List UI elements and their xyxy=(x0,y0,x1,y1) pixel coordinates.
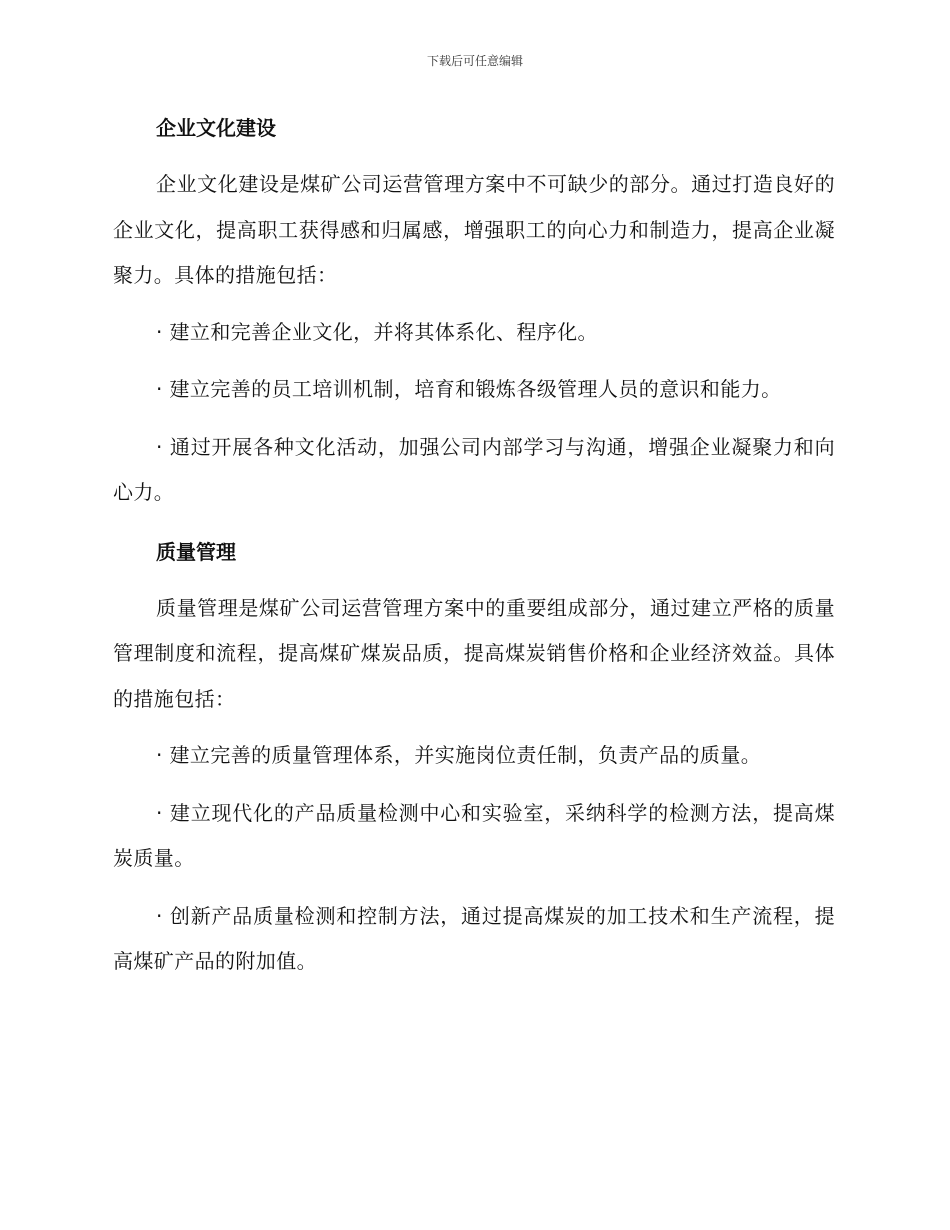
section-heading-quality: 质量管理 xyxy=(156,539,236,564)
section-intro-culture: 企业文化建设是煤矿公司运营管理方案中不可缺少的部分。通过打造良好的企业文化，提高职工获得感和归属感，增强职工的向心力和制造力，提高企业凝聚力。具体的措施包括： xyxy=(113,172,835,287)
bullet-item: · 建立完善的质量管理体系，并实施岗位责任制，负责产品的质量。 xyxy=(156,743,762,767)
bullet-item: · 创新产品质量检测和控制方法，通过提高煤炭的加工技术和生产流程，提高煤矿产品的附加值。 xyxy=(113,903,835,973)
bullet-item: · 建立和完善企业文化，并将其体系化、程序化。 xyxy=(156,319,598,344)
bullet-item: · 建立现代化的产品质量检测中心和实验室，采纳科学的检测方法，提高煤炭质量。 xyxy=(113,800,835,870)
page-header: 下载后可任意编辑 xyxy=(426,54,523,68)
section-heading-culture: 企业文化建设 xyxy=(156,116,276,140)
bullet-item: · 建立完善的员工培训机制，培育和锻炼各级管理人员的意识和能力。 xyxy=(156,377,782,401)
document-body xyxy=(113,112,835,985)
section-intro-quality: 质量管理是煤矿公司运营管理方案中的重要组成部分，通过建立严格的质量管理制度和流程，提高煤矿煤炭品质，提高煤炭销售价格和企业经济效益。具体的措施包括： xyxy=(113,595,835,711)
bullet-item: · 通过开展各种文化活动，加强公司内部学习与沟通，增强企业凝聚力和向心力。 xyxy=(113,434,835,504)
